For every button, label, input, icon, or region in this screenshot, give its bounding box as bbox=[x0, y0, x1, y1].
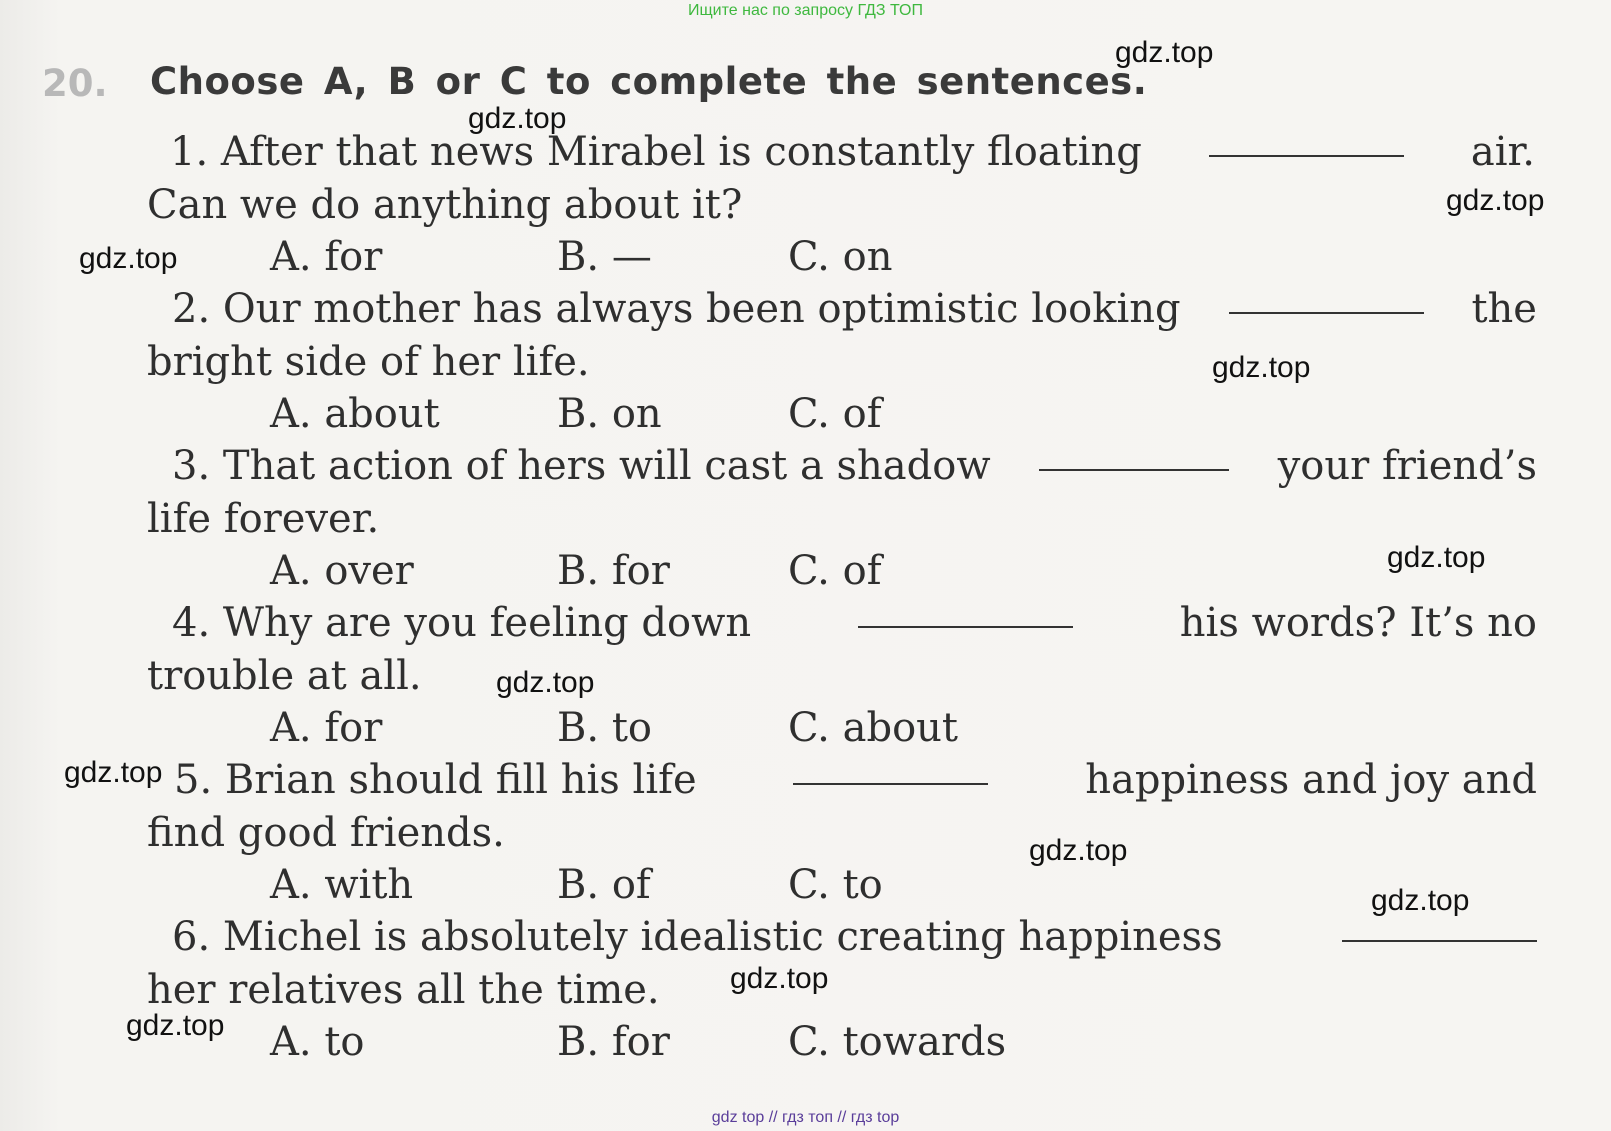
option-c: C. of bbox=[788, 548, 882, 594]
option-b: B. on bbox=[557, 391, 662, 437]
bottom-banner: gdz top // гдз топ // гдз top bbox=[711, 1109, 900, 1126]
question-text-end: your friend’s bbox=[1277, 443, 1537, 489]
option-a: A. with bbox=[270, 862, 414, 908]
option-a: A. for bbox=[270, 234, 383, 280]
question-5-line-1 bbox=[174, 756, 1537, 804]
watermark-text: gdz.top bbox=[496, 666, 595, 699]
question-5-line-2: find good friends. bbox=[147, 810, 505, 856]
option-c: C. to bbox=[788, 862, 883, 908]
answer-blank bbox=[1209, 155, 1404, 157]
exercise-number: 20. bbox=[42, 62, 108, 105]
watermark-text: gdz.top bbox=[64, 756, 163, 789]
question-3-line-2: life forever. bbox=[147, 496, 380, 542]
question-text: Brian should fill his life bbox=[224, 757, 697, 803]
watermark-text: gdz.top bbox=[1115, 36, 1214, 69]
option-b: B. for bbox=[557, 1019, 670, 1065]
question-number: 4. bbox=[172, 600, 211, 646]
exercise-title: Choose A, B or C to complete the sentences. bbox=[150, 60, 1148, 103]
watermark-text: gdz.top bbox=[1029, 834, 1128, 867]
option-b: B. — bbox=[557, 234, 652, 280]
answer-blank bbox=[1039, 469, 1229, 471]
watermark-text: gdz.top bbox=[1212, 351, 1311, 384]
option-c: C. about bbox=[788, 705, 958, 751]
option-a: A. to bbox=[270, 1019, 365, 1065]
option-c: C. of bbox=[788, 391, 882, 437]
watermark-text: gdz.top bbox=[79, 242, 178, 275]
question-text: That action of hers will cast a shadow bbox=[222, 443, 991, 489]
question-text-end: the bbox=[1471, 286, 1537, 332]
question-3-line-1 bbox=[172, 442, 1537, 490]
question-number: 3. bbox=[172, 443, 211, 489]
watermark-text: gdz.top bbox=[468, 102, 567, 135]
question-1-line-2: Can we do anything about it? bbox=[147, 182, 743, 228]
question-text: Why are you feeling down bbox=[222, 600, 752, 646]
question-6-line-1 bbox=[172, 913, 1537, 961]
watermark-text: gdz.top bbox=[1446, 184, 1545, 217]
option-b: B. of bbox=[557, 862, 651, 908]
option-a: A. over bbox=[270, 548, 414, 594]
answer-blank bbox=[1229, 312, 1424, 314]
question-text: After that news Mirabel is constantly floating bbox=[220, 129, 1142, 175]
question-text-end: happiness and joy and bbox=[1085, 757, 1537, 803]
question-2-line-2: bright side of her life. bbox=[147, 339, 590, 385]
question-4-line-1 bbox=[172, 599, 1537, 647]
question-4-line-2: trouble at all. bbox=[147, 653, 422, 699]
answer-blank bbox=[858, 626, 1073, 628]
option-c: C. on bbox=[788, 234, 893, 280]
option-b: B. for bbox=[557, 548, 670, 594]
question-number: 1. bbox=[170, 129, 209, 175]
question-number: 5. bbox=[174, 757, 213, 803]
question-text-end: air. bbox=[1470, 129, 1535, 175]
option-c: C. towards bbox=[788, 1019, 1007, 1065]
question-1-line-1 bbox=[170, 128, 1535, 176]
question-number: 2. bbox=[172, 286, 211, 332]
option-b: B. to bbox=[557, 705, 652, 751]
option-a: A. for bbox=[270, 705, 383, 751]
top-banner: Ищите нас по запросу ГДЗ ТОП bbox=[688, 2, 923, 19]
question-text: Our mother has always been optimistic looking bbox=[222, 286, 1181, 332]
question-2-line-1 bbox=[172, 285, 1537, 333]
watermark-text: gdz.top bbox=[1387, 541, 1486, 574]
watermark-text: gdz.top bbox=[730, 962, 829, 995]
option-a: A. about bbox=[270, 391, 440, 437]
question-6-line-2: her relatives all the time. bbox=[147, 967, 660, 1013]
question-number: 6. bbox=[172, 914, 211, 960]
answer-blank bbox=[793, 783, 988, 785]
question-text: Michel is absolutely idealistic creating happiness bbox=[222, 914, 1223, 960]
watermark-text: gdz.top bbox=[126, 1009, 225, 1042]
watermark-text: gdz.top bbox=[1371, 884, 1470, 917]
question-text-end: his words? It’s no bbox=[1179, 600, 1537, 646]
answer-blank bbox=[1342, 940, 1537, 942]
